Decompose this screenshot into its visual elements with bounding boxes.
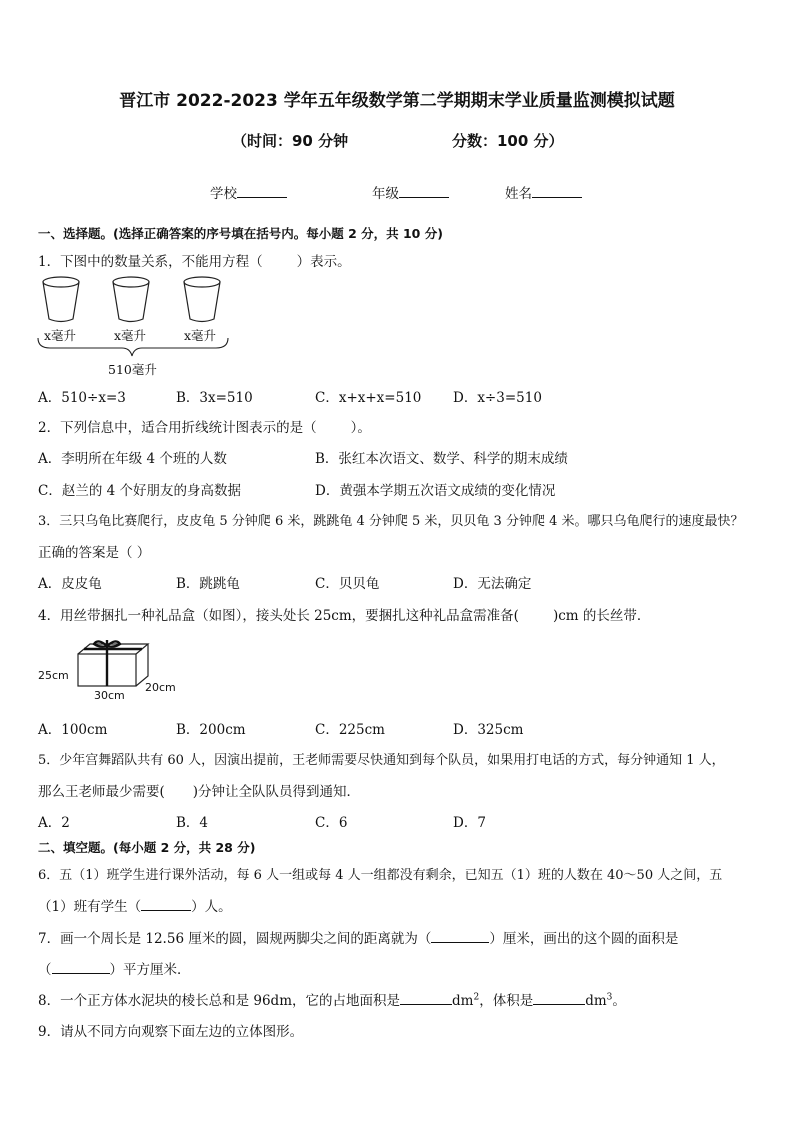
school-field xyxy=(210,182,287,202)
cup-3 xyxy=(184,277,220,322)
q5-stem-a: 那么王老师最少需要( xyxy=(38,784,165,800)
box-width-label: 20cm xyxy=(145,681,176,694)
question-3-line2: 正确的答案是（ ） xyxy=(38,545,151,561)
q7-stem-a: 7．画一个周长是 12.56 厘米的圆，圆规两脚尖之间的距离就为（ xyxy=(38,931,432,947)
q6-stem-a: （1）班有学生（ xyxy=(38,899,142,915)
q8-unit-1: dm xyxy=(452,993,474,1009)
q8-stem-c: 。 xyxy=(612,993,626,1009)
q5-option-d[interactable]: D．7 xyxy=(453,815,486,831)
q2-option-d[interactable]: D．黄强本学期五次语文成绩的变化情况 xyxy=(315,483,556,499)
q1-stem-a: 1．下图中的数量关系，不能用方程（ xyxy=(38,254,263,270)
q8-unit-1-exp: 2 xyxy=(473,992,480,1003)
q7-stem-d: ）平方厘米． xyxy=(109,962,191,978)
q1-option-c[interactable]: C．x+x+x=510 xyxy=(315,390,422,406)
q4-option-a[interactable]: A．100cm xyxy=(38,722,108,738)
q6-answer-blank[interactable] xyxy=(141,897,191,911)
school-label: 学校 xyxy=(210,186,237,202)
q3-option-b[interactable]: B．跳跳龟 xyxy=(176,576,240,592)
q7-answer-blank-1[interactable] xyxy=(431,929,489,943)
q6-stem-b: ）人。 xyxy=(191,899,232,915)
q2-stem-b: ）。 xyxy=(350,420,371,436)
q1-option-a[interactable]: A．510÷x=3 xyxy=(38,390,126,406)
question-1 xyxy=(38,250,351,270)
name-label: 姓名 xyxy=(505,186,532,202)
cup-1 xyxy=(43,277,79,322)
question-9: 9．请从不同方向观察下面左边的立体图形。 xyxy=(38,1024,304,1040)
q4-option-b[interactable]: B．200cm xyxy=(176,722,246,738)
school-blank[interactable] xyxy=(237,185,287,198)
question-7-line2 xyxy=(38,958,191,978)
box-length-label: 30cm xyxy=(94,689,125,702)
q3-option-c[interactable]: C．贝贝龟 xyxy=(315,576,380,592)
q1-option-d[interactable]: D．x÷3=510 xyxy=(453,390,542,406)
name-blank[interactable] xyxy=(532,185,582,198)
section-choice-heading: 一、选择题。(选择正确答案的序号填在括号内。每小题 2 分，共 10 分) xyxy=(38,226,443,241)
cup-3-label: x毫升 xyxy=(184,328,217,343)
question-6-line1: 6．五（1）班学生进行课外活动，每 6 人一组或每 4 人一组都没有剩余，已知五（1）班的人数在 40～50 人之间，五 xyxy=(38,868,723,883)
question-5-line2 xyxy=(38,780,360,800)
q8-stem-b: ，体积是 xyxy=(479,993,534,1009)
exam-score: 分数：100 分） xyxy=(452,132,564,150)
question-8 xyxy=(38,989,626,1009)
box-height-label: 25cm xyxy=(38,669,69,682)
q8-unit-2: dm xyxy=(585,993,607,1009)
q5-option-a[interactable]: A．2 xyxy=(38,815,70,831)
question-7-line1 xyxy=(38,927,678,947)
q4-option-d[interactable]: D．325cm xyxy=(453,722,524,738)
q4-stem-b: )cm 的长丝带． xyxy=(552,608,651,624)
q2-option-c[interactable]: C．赵兰的 4 个好朋友的身高数据 xyxy=(38,483,242,499)
q4-stem-a: 4．用丝带捆扎一种礼品盒（如图），接头处长 25cm，要捆扎这种礼品盒需准备( xyxy=(38,608,519,624)
total-label: 510毫升 xyxy=(108,362,157,377)
cup-2-label: x毫升 xyxy=(114,328,147,343)
cup-2 xyxy=(113,277,149,322)
q2-option-b[interactable]: B．张红本次语文、数学、科学的期末成绩 xyxy=(315,451,568,467)
q8-stem-a: 8．一个正方体水泥块的棱长总和是 96dm，它的占地面积是 xyxy=(38,993,401,1009)
q4-option-c[interactable]: C．225cm xyxy=(315,722,385,738)
grade-blank[interactable] xyxy=(399,185,449,198)
exam-time: （时间：90 分钟 xyxy=(232,132,349,150)
q1-stem-b: ）表示。 xyxy=(296,254,351,270)
section-fill-heading: 二、填空题。(每小题 2 分，共 28 分) xyxy=(38,840,256,855)
q7-stem-b: ）厘米，画出的这个圆的面积是 xyxy=(489,931,679,947)
q2-option-a[interactable]: A．李明所在年级 4 个班的人数 xyxy=(38,451,227,467)
page-title: 晋江市 2022-2023 学年五年级数学第二学期期末学业质量监测模拟试题 xyxy=(119,91,675,111)
q8-answer-blank-1[interactable] xyxy=(400,991,452,1005)
question-2 xyxy=(38,416,371,436)
question-3-line1: 3．三只乌龟比赛爬行，皮皮龟 5 分钟爬 6 米，跳跳龟 4 分钟爬 5 米，贝贝龟 3 分钟爬 4 米。哪只乌龟爬行的速度最快？ xyxy=(38,514,744,529)
grade-label: 年级 xyxy=(372,186,399,202)
grade-field xyxy=(372,182,449,202)
name-field xyxy=(505,182,582,202)
ribbon xyxy=(84,640,142,686)
question-6-line2 xyxy=(38,895,232,915)
q7-stem-c: （ xyxy=(38,962,52,978)
q7-answer-blank-2[interactable] xyxy=(52,960,110,974)
q3-option-d[interactable]: D．无法确定 xyxy=(453,576,532,592)
box-side xyxy=(136,644,148,686)
q1-option-b[interactable]: B．3x=510 xyxy=(176,390,253,406)
q5-option-c[interactable]: C．6 xyxy=(315,815,348,831)
cup-1-label: x毫升 xyxy=(44,328,77,343)
q8-answer-blank-2[interactable] xyxy=(533,991,585,1005)
q5-option-b[interactable]: B．4 xyxy=(176,815,209,831)
q8-unit-2-exp: 3 xyxy=(606,992,613,1003)
q2-stem-a: 2．下列信息中，适合用折线统计图表示的是（ xyxy=(38,420,317,436)
q5-stem-b: )分钟让全队队员得到通知． xyxy=(192,784,361,800)
q3-option-a[interactable]: A．皮皮龟 xyxy=(38,576,102,592)
question-5-line1: 5．少年宫舞蹈队共有 60 人，因演出提前，王老师需要尽快通知到每个队员，如果用打电话的方式，每分钟通知 1 人， xyxy=(38,753,725,768)
question-4 xyxy=(38,604,650,624)
